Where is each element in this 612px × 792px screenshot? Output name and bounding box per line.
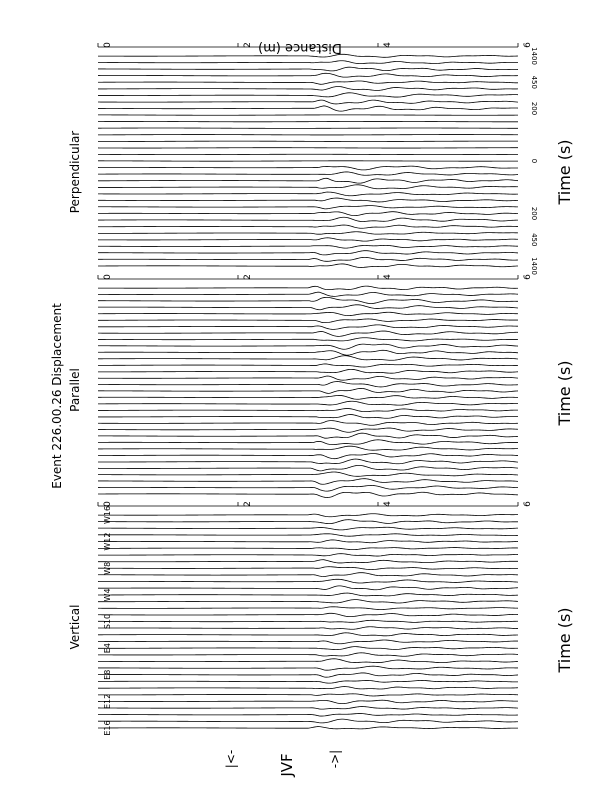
- trace-perpendicular-4: [98, 238, 518, 241]
- trace-parallel-32: [98, 286, 518, 290]
- trace-perpendicular-26: [98, 93, 518, 97]
- trace-vertical-26: [98, 554, 518, 556]
- trace-vertical-31: [98, 520, 518, 524]
- trace-perpendicular-29: [98, 73, 518, 77]
- trace-perpendicular-30: [98, 67, 518, 71]
- station-label-7: W12: [103, 532, 112, 551]
- panel-parallel: [98, 286, 518, 497]
- arrow-down-label: ->|: [328, 749, 342, 769]
- trace-vertical-8: [98, 673, 518, 677]
- trace-vertical-20: [98, 593, 518, 596]
- trace-parallel-28: [98, 312, 518, 315]
- trace-parallel-13: [98, 409, 518, 412]
- trace-parallel-3: [98, 472, 518, 476]
- distance-tick-label-4: 200: [530, 101, 538, 116]
- trace-parallel-17: [98, 382, 518, 387]
- trace-vertical-16: [98, 620, 518, 622]
- time-tick-label-perpendicular-1: 2: [243, 42, 253, 48]
- trace-perpendicular-15: [98, 166, 518, 170]
- trace-parallel-6: [98, 454, 518, 459]
- distance-ticks: [530, 47, 538, 275]
- trace-parallel-20: [98, 364, 518, 367]
- trace-parallel-8: [98, 440, 518, 445]
- trace-vertical-23: [98, 573, 518, 577]
- station-label-3: E4: [103, 643, 112, 654]
- trace-vertical-11: [98, 653, 518, 656]
- trace-vertical-19: [98, 600, 518, 603]
- trace-parallel-26: [98, 325, 518, 329]
- trace-perpendicular-0: [98, 264, 518, 268]
- panel-perpendicular: [98, 54, 518, 267]
- trace-parallel-0: [98, 492, 518, 497]
- panel-label-perpendicular: Perpendicular: [68, 130, 82, 214]
- trace-perpendicular-11: [98, 192, 518, 196]
- distance-tick-label-5: 450: [530, 75, 538, 89]
- distance-tick-label-6: 1400: [530, 47, 538, 65]
- distance-tick-label-0: 1400: [530, 257, 538, 275]
- trace-vertical-15: [98, 627, 518, 630]
- trace-vertical-2: [98, 714, 518, 717]
- trace-parallel-4: [98, 465, 518, 471]
- trace-vertical-29: [98, 534, 518, 536]
- trace-vertical-4: [98, 700, 518, 703]
- trace-vertical-14: [98, 633, 518, 636]
- trace-parallel-2: [98, 479, 518, 485]
- time-axis-label-parallel: Time (s): [555, 360, 574, 426]
- time-tick-label-vertical-0: 0: [103, 501, 113, 507]
- array-label-jvf: JVF: [278, 753, 296, 777]
- time-tick-label-parallel-2: 4: [383, 274, 393, 280]
- trace-vertical-25: [98, 560, 518, 563]
- trace-parallel-1: [98, 485, 518, 491]
- trace-parallel-19: [98, 369, 518, 373]
- trace-vertical-5: [98, 694, 518, 696]
- trace-perpendicular-1: [98, 257, 518, 261]
- time-tick-label-parallel-1: 2: [243, 274, 253, 280]
- trace-vertical-28: [98, 540, 518, 543]
- panel-label-parallel: Parallel: [68, 368, 82, 412]
- panel-vertical: [98, 514, 518, 729]
- trace-perpendicular-28: [98, 81, 518, 84]
- time-tick-label-perpendicular-0: 0: [103, 42, 113, 48]
- trace-parallel-5: [98, 459, 518, 464]
- trace-perpendicular-7: [98, 217, 518, 221]
- trace-vertical-1: [98, 719, 518, 723]
- trace-parallel-11: [98, 421, 518, 426]
- station-label-8: W16: [103, 505, 112, 525]
- panel-label-vertical: Vertical: [68, 604, 82, 650]
- trace-perpendicular-12: [98, 185, 518, 189]
- time-tick-label-perpendicular-2: 4: [383, 42, 393, 48]
- time-axis-vertical: [98, 501, 533, 507]
- trace-parallel-10: [98, 428, 518, 432]
- trace-parallel-14: [98, 401, 518, 405]
- trace-parallel-7: [98, 446, 518, 450]
- trace-vertical-32: [98, 514, 518, 517]
- time-tick-label-vertical-1: 2: [243, 501, 253, 507]
- time-axis-label-perpendicular: Time (s): [555, 139, 574, 205]
- trace-vertical-22: [98, 579, 518, 583]
- distance-tick-label-3: 0: [530, 158, 538, 164]
- trace-vertical-24: [98, 567, 518, 570]
- trace-perpendicular-24: [98, 106, 518, 111]
- trace-vertical-9: [98, 666, 518, 670]
- trace-parallel-22: [98, 350, 518, 355]
- trace-vertical-13: [98, 640, 518, 644]
- trace-vertical-17: [98, 613, 518, 616]
- time-axis-parallel: [98, 274, 533, 280]
- time-tick-label-perpendicular-3: 6: [523, 42, 533, 48]
- trace-parallel-12: [98, 415, 518, 419]
- trace-vertical-6: [98, 687, 518, 689]
- trace-vertical-3: [98, 707, 518, 710]
- figure-title: Event 226.00.26 Displacement: [50, 303, 64, 489]
- trace-vertical-27: [98, 548, 518, 550]
- distance-tick-label-2: 200: [530, 206, 538, 221]
- distance-tick-label-1: 450: [530, 233, 538, 247]
- trace-vertical-0: [98, 727, 518, 729]
- time-tick-label-vertical-2: 4: [383, 501, 393, 507]
- trace-parallel-30: [98, 297, 518, 303]
- trace-perpendicular-3: [98, 245, 518, 248]
- time-axis-label-vertical: Time (s): [555, 607, 574, 673]
- trace-perpendicular-8: [98, 212, 518, 216]
- trace-perpendicular-10: [98, 198, 518, 202]
- station-label-0: E16: [103, 720, 112, 736]
- distance-axis-label: Distance (m): [258, 40, 342, 55]
- station-label-1: E12: [103, 693, 112, 709]
- trace-perpendicular-27: [98, 87, 518, 91]
- trace-vertical-12: [98, 647, 518, 650]
- trace-perpendicular-31: [98, 61, 518, 64]
- time-tick-label-parallel-0: 0: [103, 274, 113, 280]
- trace-parallel-25: [98, 331, 518, 336]
- trace-perpendicular-25: [98, 100, 518, 104]
- trace-perpendicular-6: [98, 225, 518, 228]
- arrow-up-label: |<-: [224, 749, 238, 769]
- time-tick-label-parallel-3: 6: [523, 274, 533, 280]
- trace-perpendicular-9: [98, 206, 518, 209]
- trace-parallel-9: [98, 433, 518, 438]
- station-label-5: W4: [103, 588, 112, 602]
- trace-parallel-16: [98, 388, 518, 393]
- trace-vertical-21: [98, 586, 518, 590]
- trace-vertical-10: [98, 659, 518, 663]
- station-labels: [103, 506, 112, 736]
- trace-parallel-29: [98, 305, 518, 310]
- trace-vertical-18: [98, 607, 518, 610]
- trace-perpendicular-2: [98, 251, 518, 255]
- trace-parallel-15: [98, 395, 518, 399]
- trace-parallel-21: [98, 356, 518, 361]
- trace-perpendicular-14: [98, 172, 518, 175]
- trace-parallel-24: [98, 338, 518, 341]
- station-label-6: W8: [103, 561, 112, 575]
- time-tick-label-vertical-3: 6: [523, 501, 533, 507]
- station-label-4: S10: [103, 613, 112, 630]
- trace-parallel-18: [98, 376, 518, 380]
- trace-vertical-7: [98, 680, 518, 683]
- trace-parallel-27: [98, 319, 518, 323]
- trace-vertical-30: [98, 527, 518, 530]
- trace-parallel-31: [98, 292, 518, 296]
- trace-perpendicular-13: [98, 178, 518, 183]
- trace-perpendicular-5: [98, 232, 518, 234]
- station-label-2: E8: [103, 669, 112, 680]
- trace-parallel-23: [98, 344, 518, 349]
